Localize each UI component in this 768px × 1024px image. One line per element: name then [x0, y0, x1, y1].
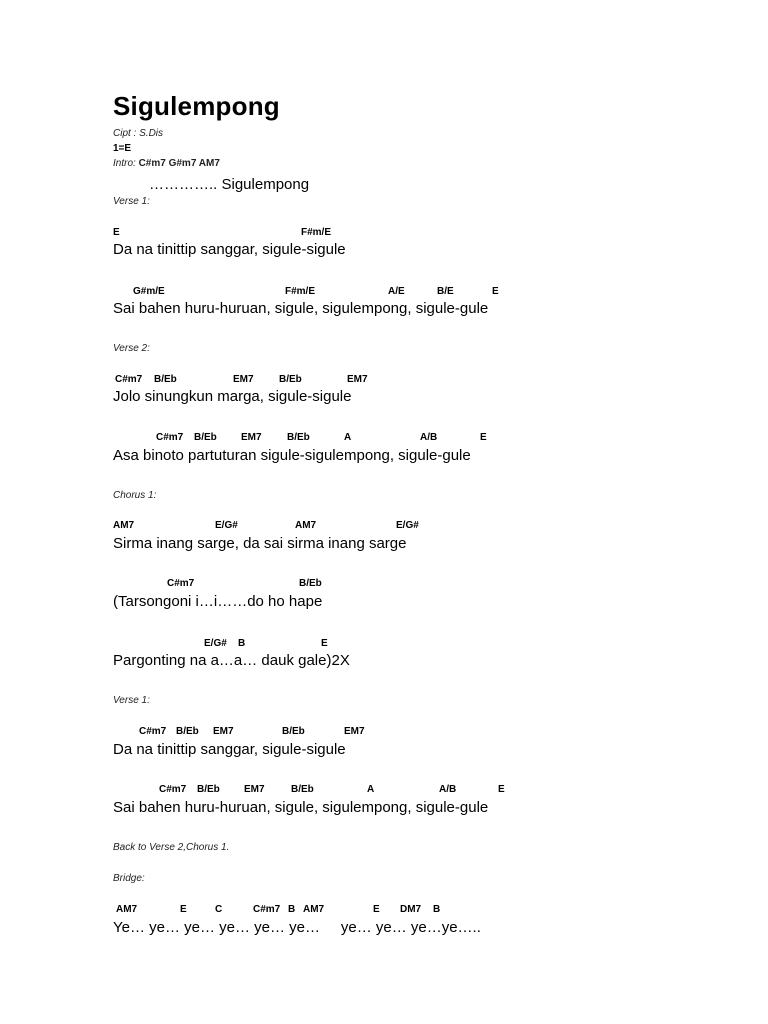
chord: E: [492, 286, 499, 297]
lyric-line: Sai bahen huru-huruan, sigule, sigulempong, sigule-gule: [113, 300, 489, 317]
lyric-line: Ye… ye… ye… ye… ye… ye… ye… ye… ye…ye…..: [113, 919, 481, 936]
section-label-verse-1: Verse 1:: [113, 196, 150, 207]
chord: B/Eb: [282, 726, 305, 737]
lyric-line: Pargonting na a…a… dauk gale)2X: [113, 652, 350, 669]
section-label-verse-2: Verse 2:: [113, 343, 150, 354]
chord: B: [238, 638, 246, 649]
lyric-line: Asa binoto partuturan sigule-sigulempong, sigule-gule: [113, 447, 471, 464]
lyric-line: Sai bahen huru-huruan, sigule, sigulempong, sigule-gule: [113, 799, 489, 816]
chord: E: [113, 227, 120, 238]
chord: B/Eb: [154, 374, 177, 385]
chord: E: [321, 638, 328, 649]
chord: EM7: [233, 374, 254, 385]
chord: G#m/E: [133, 286, 165, 297]
chord: B/Eb: [176, 726, 199, 737]
chord: EM7: [241, 432, 262, 443]
lyric-line: Da na tinittip sanggar, sigule-sigule: [113, 241, 346, 258]
chord: A: [367, 784, 375, 795]
lyric-line: Da na tinittip sanggar, sigule-sigule: [113, 741, 346, 758]
chord: C#m7: [156, 432, 184, 443]
intro-row: [113, 158, 220, 169]
chord: C#m7: [253, 904, 281, 915]
chord: C#m7: [115, 374, 143, 385]
chord: E: [498, 784, 505, 795]
chord: B/E: [437, 286, 454, 297]
chord: AM7: [116, 904, 138, 915]
chord: B/Eb: [279, 374, 302, 385]
chord: B: [433, 904, 441, 915]
chord: DM7: [400, 904, 422, 915]
chord: F#m/E: [285, 286, 316, 297]
chord: E: [180, 904, 187, 915]
chord: EM7: [344, 726, 365, 737]
chord: C: [215, 904, 223, 915]
back-to-note: Back to Verse 2,Chorus 1.: [113, 842, 230, 853]
lyric-line: Jolo sinungkun marga, sigule-sigule: [113, 388, 352, 405]
composer-credit: Cipt : S.Dis: [113, 128, 164, 139]
chord: F#m/E: [301, 227, 332, 238]
chord: E/G#: [396, 520, 419, 531]
chord: A: [344, 432, 352, 443]
chord: A/E: [388, 286, 405, 297]
chord: C#m7: [139, 726, 167, 737]
chord: A/B: [420, 432, 438, 443]
lyric-line: (Tarsongoni i…i……do ho hape: [113, 593, 323, 610]
chord: B/Eb: [299, 578, 322, 589]
chord: E: [480, 432, 487, 443]
chord: C#m7: [159, 784, 187, 795]
intro-label: Intro:: [113, 158, 136, 169]
chord: E/G#: [204, 638, 227, 649]
chord: B/Eb: [291, 784, 314, 795]
song-key: 1=E: [113, 143, 132, 154]
chord: B: [288, 904, 296, 915]
lyric-line: Sirma inang sarge, da sai sirma inang sarge: [113, 535, 407, 552]
chord: A/B: [439, 784, 457, 795]
intro-chords: C#m7 G#m7 AM7: [138, 158, 220, 169]
section-label-bridge: Bridge:: [113, 873, 145, 884]
chord: AM7: [113, 520, 135, 531]
chord: EM7: [244, 784, 265, 795]
chord: EM7: [347, 374, 368, 385]
chord: E/G#: [215, 520, 238, 531]
chord: B/Eb: [197, 784, 220, 795]
section-label-chorus-1: Chorus 1:: [113, 490, 157, 501]
chord: AM7: [295, 520, 317, 531]
chord: C#m7: [167, 578, 195, 589]
chord: EM7: [213, 726, 234, 737]
chord: AM7: [303, 904, 325, 915]
chord: E: [373, 904, 380, 915]
song-title: Sigulempong: [113, 91, 280, 121]
intro-line: ………….. Sigulempong: [149, 176, 310, 193]
chord: B/Eb: [287, 432, 310, 443]
section-label-verse-1-repeat: Verse 1:: [113, 695, 150, 706]
chord: B/Eb: [194, 432, 217, 443]
